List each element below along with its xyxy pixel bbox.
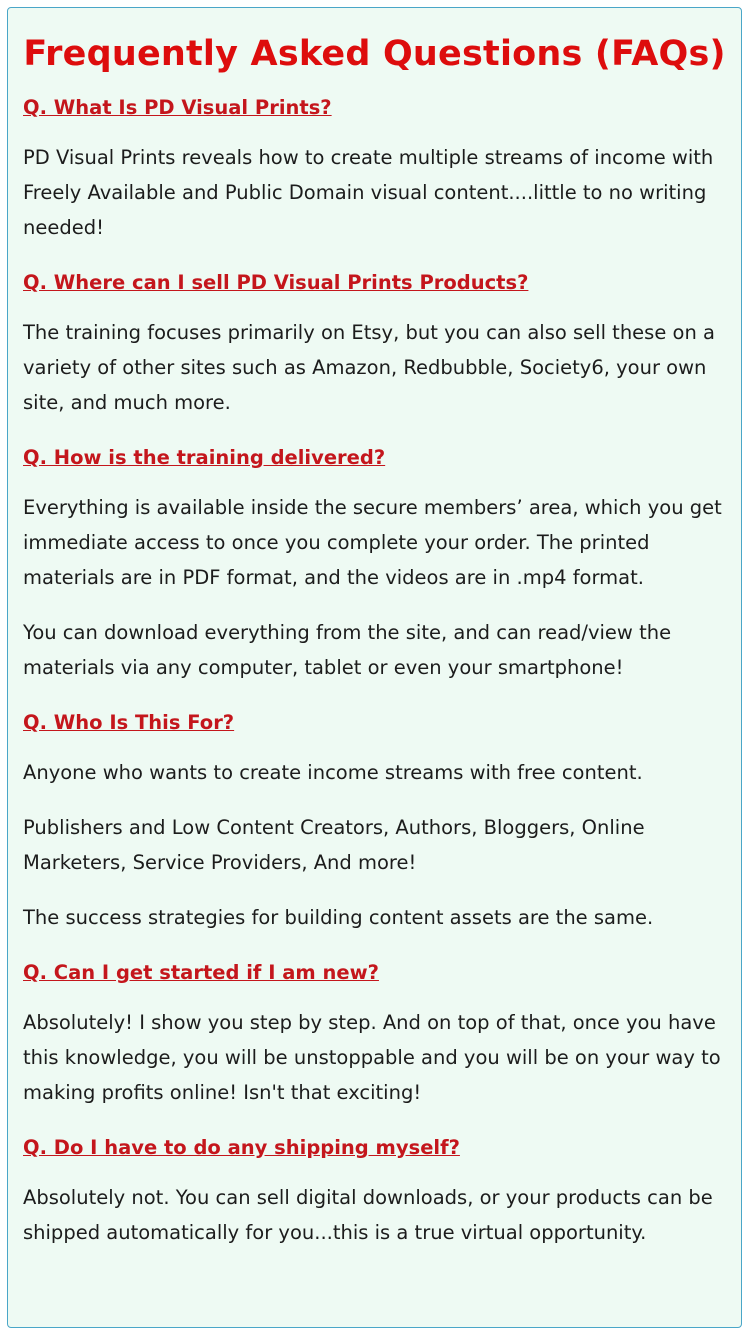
faq-container: [7, 7, 742, 1328]
faq-item: [23, 440, 726, 685]
faq-answer: Anyone who wants to create income streams with free content.: [23, 761, 643, 784]
faq-item: [23, 955, 726, 1110]
page-title: Frequently Asked Questions (FAQs): [23, 34, 726, 74]
faq-answer: You can download everything from the site, and can read/view the materials via any computer, tablet or even your smartphone!: [23, 621, 672, 679]
faq-question: Q. How is the training delivered?: [23, 446, 386, 469]
faq-item: [23, 265, 726, 420]
faq-answer: Publishers and Low Content Creators, Authors, Bloggers, Online Marketers, Service Providers, And more!: [23, 816, 645, 874]
faq-answer: The success strategies for building content assets are the same.: [23, 906, 654, 929]
faq-list: [8, 90, 741, 1250]
faq-answer: Absolutely not. You can sell digital downloads, or your products can be shipped automatically for you...this is a true virtual opportunity.: [23, 1186, 713, 1244]
faq-question: Q. What Is PD Visual Prints?: [23, 96, 332, 119]
faq-answer: The training focuses primarily on Etsy, but you can also sell these on a variety of other sites such as Amazon, Redbubble, Society6, your own site, and much more.: [23, 321, 715, 414]
faq-item: [23, 1130, 726, 1250]
faq-question: Q. Where can I sell PD Visual Prints Products?: [23, 271, 529, 294]
faq-answer: Absolutely! I show you step by step. And on top of that, once you have this knowledge, you will be unstoppable and you will be on your way to making profits online! Isn't that exciting!: [23, 1011, 721, 1104]
faq-item: [23, 90, 726, 245]
faq-question: Q. Do I have to do any shipping myself?: [23, 1136, 460, 1159]
faq-answer: PD Visual Prints reveals how to create multiple streams of income with Freely Available and Public Domain visual content....little to no writing needed!: [23, 146, 714, 239]
faq-item: [23, 705, 726, 935]
faq-question: Q. Who Is This For?: [23, 711, 235, 734]
faq-question: Q. Can I get started if I am new?: [23, 961, 379, 984]
faq-answer: Everything is available inside the secure members’ area, which you get immediate access to once you complete your order. The printed materials are in PDF format, and the videos are in .mp4 format.: [23, 496, 722, 589]
